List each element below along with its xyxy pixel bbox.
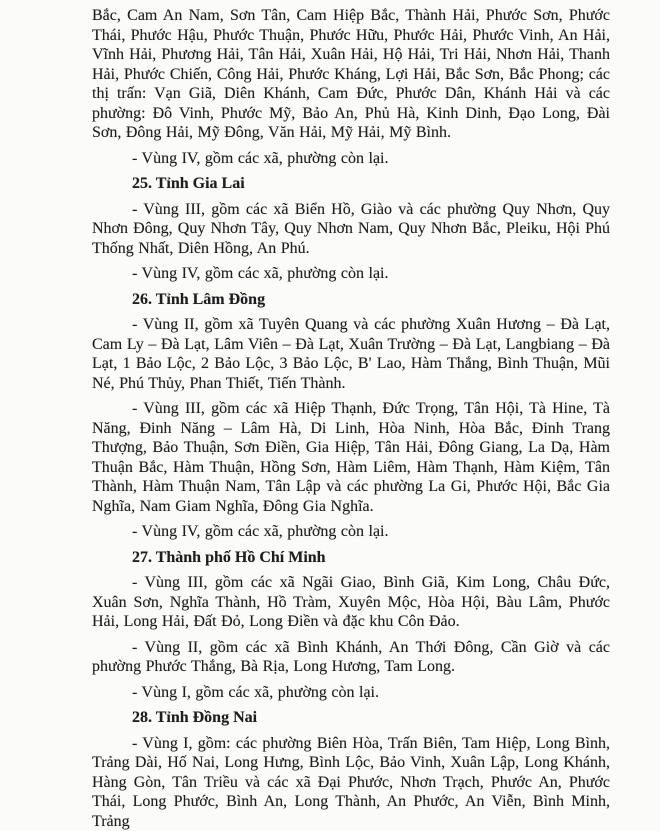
paragraph: - Vùng IV, gồm các xã, phường còn lại. xyxy=(92,264,610,284)
section-heading: 26. Tỉnh Lâm Đồng xyxy=(92,290,610,310)
paragraph: - Vùng I, gồm các xã, phường còn lại. xyxy=(92,683,610,703)
paragraph: - Vùng III, gồm các xã Ngãi Giao, Bình Giã, Kim Long, Châu Đức, Xuân Sơn, Nghĩa Thành, Hồ Tràm, Xuyên Mộc, Hòa Hội, Bàu Lâm, Phước Hải, Long Hải, Đất Đỏ, Long Điền và đặc khu Côn Đảo. xyxy=(92,573,610,632)
paragraph: - Vùng III, gồm các xã Biển Hồ, Giào và các phường Quy Nhơn, Quy Nhơn Đông, Quy Nhơn Tây, Quy Nhơn Nam, Quy Nhơn Bắc, Pleiku, Hội Phú Thống Nhất, Diên Hồng, An Phú. xyxy=(92,200,610,259)
paragraph: - Vùng II, gồm các xã Bình Khánh, An Thới Đông, Cần Giờ và các phường Phước Thắng, Bà Rịa, Long Hương, Tam Long. xyxy=(92,638,610,677)
paragraph: - Vùng IV, gồm các xã, phường còn lại. xyxy=(92,522,610,542)
paragraph: - Vùng IV, gồm các xã, phường còn lại. xyxy=(92,149,610,169)
paragraph: - Vùng II, gồm xã Tuyên Quang và các phường Xuân Hương – Đà Lạt, Cam Ly – Đà Lạt, Lâm Viên – Đà Lạt, Xuân Trường – Đà Lạt, Langbiang – Đà Lạt, 1 Bảo Lộc, 2 Bảo Lộc, 3 Bảo Lộc, B' Lao, Hàm Thắng, Bình Thuận, Mũi Né, Phú Thủy, Phan Thiết, Tiến Thành. xyxy=(92,315,610,393)
section-heading: 25. Tỉnh Gia Lai xyxy=(92,174,610,194)
paragraph: - Vùng III, gồm các xã Hiệp Thạnh, Đức Trọng, Tân Hội, Tà Hine, Tà Năng, Đinh Năng – Lâm Hà, Di Linh, Hòa Ninh, Hòa Bắc, Đinh Trang Thượng, Bảo Thuận, Sơn Điền, Gia Hiệp, Tân Hải, Đông Giang, La Dạ, Hàm Thuận Bắc, Hàm Thuận, Hồng Sơn, Hàm Liêm, Hàm Thạnh, Hàm Kiệm, Tân Thành, Hàm Thuận Nam, Tân Lập và các phường La Gi, Phước Hội, Bắc Gia Nghĩa, Nam Giam Nghĩa, Đông Gia Nghĩa. xyxy=(92,399,610,516)
section-heading: 28. Tỉnh Đồng Nai xyxy=(92,708,610,728)
paragraph: Bắc, Cam An Nam, Sơn Tân, Cam Hiệp Bắc, Thành Hải, Phước Sơn, Phước Thái, Phước Hậu, Phước Thuận, Phước Hữu, Phước Hải, Phước Vinh, An Hải, Vĩnh Hải, Phương Hải, Tân Hải, Xuân Hải, Hộ Hải, Tri Hải, Nhơn Hải, Thanh Hải, Phước Chiến, Công Hải, Phước Kháng, Lợi Hải, Bắc Sơn, Bắc Phong; các thị trấn: Vạn Giã, Diên Khánh, Cam Đức, Phước Dân, Khánh Hải và các phường: Đô Vinh, Phước Mỹ, Bảo An, Phủ Hà, Kinh Dinh, Đạo Long, Đài Sơn, Đông Hải, Mỹ Đông, Văn Hải, Mỹ Hải, Mỹ Bình. xyxy=(92,6,610,143)
paragraph: - Vùng I, gồm: các phường Biên Hòa, Trấn Biên, Tam Hiệp, Long Bình, Trảng Dài, Hố Nai, Long Hưng, Bình Lộc, Bảo Vinh, Xuân Lập, Long Khánh, Hàng Gòn, Tân Triều và các xã Đại Phước, Nhơn Trạch, Phước An, Phước Thái, Long Phước, Bình An, Long Thành, An Phước, An Viễn, Bình Minh, Trảng xyxy=(92,734,610,831)
section-heading: 27. Thành phố Hồ Chí Minh xyxy=(92,548,610,568)
document-text-blocks xyxy=(92,6,610,831)
